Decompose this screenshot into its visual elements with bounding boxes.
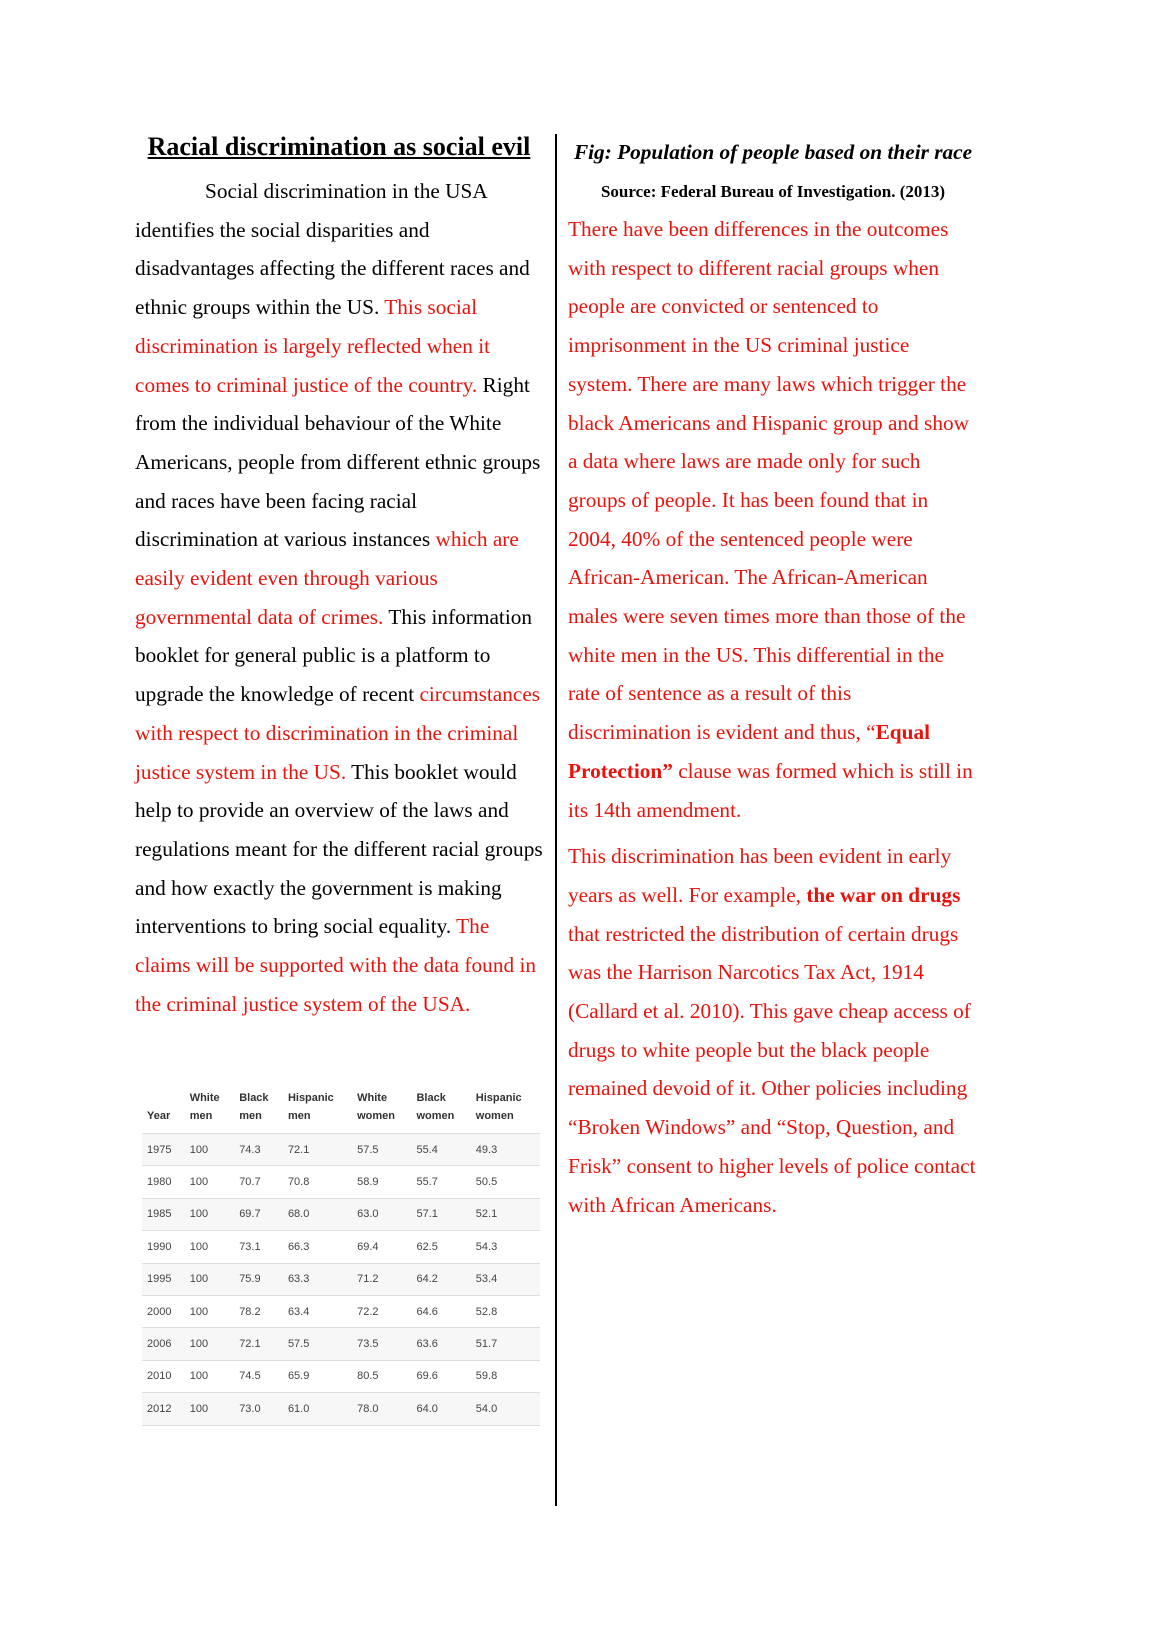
- table-cell: 74.3: [234, 1134, 283, 1166]
- header-line: Black: [416, 1092, 446, 1104]
- table-header-row: [142, 1085, 540, 1134]
- table-row: [142, 1198, 540, 1230]
- table-cell: 51.7: [471, 1328, 540, 1360]
- table-cell: 57.5: [283, 1328, 352, 1360]
- text: There have been differences in the outcomes with respect to different racial groups when people are convicted or sentenced to imprisonment in the US criminal justice system. There are many laws which trigger the black Americans and Hispanic group and show a data where laws are made only for such groups of people. It has been found that in 2004, 40% of the sentenced people were African-American. The African-American males were seven times more than those of the white men in the US. This differential in the rate of sentence as a result of this discrimination is evident and thus, “: [568, 217, 969, 745]
- table-cell: 59.8: [471, 1360, 540, 1392]
- header-line: Hispanic: [287, 1092, 334, 1104]
- table-cell: 100: [185, 1231, 234, 1263]
- table-cell: 100: [185, 1393, 234, 1425]
- table-cell: 63.0: [352, 1198, 411, 1230]
- table-cell: 49.3: [471, 1134, 540, 1166]
- text: This booklet would help to provide an overview of the laws and regulations meant for the different racial groups and how exactly the government is making interventions to bring social equality.: [135, 759, 543, 939]
- table-cell: 72.1: [234, 1328, 283, 1360]
- table-cell: 73.5: [352, 1328, 411, 1360]
- table-cell: 2012: [142, 1393, 185, 1425]
- highlighted-text: The claims will be supported with the data found in the criminal justice system of the USA.: [135, 914, 537, 1016]
- table-cell: 64.0: [411, 1393, 470, 1425]
- table-body: [142, 1134, 540, 1426]
- bold-text: Equal Protection”: [568, 720, 931, 783]
- right-column: [568, 132, 978, 1224]
- table-cell: 80.5: [352, 1360, 411, 1392]
- header-line: White: [189, 1092, 220, 1104]
- table-cell: 100: [185, 1295, 234, 1327]
- text: Social discrimination in the USA identifies the social disparities and disadvantages affecting the different races and ethnic groups within the US.: [135, 179, 530, 320]
- table-cell: 63.3: [283, 1263, 352, 1295]
- table-cell: 100: [185, 1198, 234, 1230]
- table-cell: 65.9: [283, 1360, 352, 1392]
- table-row: [142, 1328, 540, 1360]
- table-cell: 52.1: [471, 1198, 540, 1230]
- intro-paragraph: [135, 172, 543, 1023]
- table-cell: 69.7: [234, 1198, 283, 1230]
- table-cell: 62.5: [411, 1231, 470, 1263]
- table-row: [142, 1134, 540, 1166]
- column-header: [352, 1085, 411, 1134]
- table-row: [142, 1393, 540, 1425]
- table-cell: 57.1: [411, 1198, 470, 1230]
- highlighted-text: This social discrimination is largely reflected when it comes to criminal justice of the country.: [135, 295, 491, 397]
- column-divider: [555, 134, 557, 1506]
- table-cell: 70.8: [283, 1166, 352, 1198]
- table-cell: 75.9: [234, 1263, 283, 1295]
- table-cell: 100: [185, 1134, 234, 1166]
- table-cell: 73.0: [234, 1393, 283, 1425]
- table-cell: 70.7: [234, 1166, 283, 1198]
- column-header: [142, 1085, 185, 1134]
- header-line: women: [416, 1110, 455, 1122]
- header-line: [147, 1089, 180, 1107]
- sentencing-table: [142, 1085, 540, 1426]
- text: that restricted the distribution of certain drugs was the Harrison Narcotics Tax Act, 1914 (Callard et al. 2010). This gave cheap access of drugs to white people but the black people remained devoid of it. Other policies including “Broken Windows” and “Stop, Question, and Frisk” consent to higher levels of police contact with African Americans.: [568, 921, 976, 1217]
- bold-text: the war on drugs: [806, 882, 961, 907]
- outcomes-paragraph: [568, 210, 978, 829]
- table-cell: 50.5: [471, 1166, 540, 1198]
- table-cell: 100: [185, 1360, 234, 1392]
- table-cell: 100: [185, 1166, 234, 1198]
- figure-caption: Fig: Population of people based on their race: [573, 140, 973, 164]
- highlighted-text: which are easily evident even through various governmental data of crimes.: [135, 527, 519, 629]
- table-cell: 71.2: [352, 1263, 411, 1295]
- table-cell: 69.4: [352, 1231, 411, 1263]
- table-cell: 100: [185, 1328, 234, 1360]
- table-cell: 72.1: [283, 1134, 352, 1166]
- header-line: women: [475, 1110, 514, 1122]
- table-row: [142, 1295, 540, 1327]
- table-row: [142, 1360, 540, 1392]
- figure-source: Source: Federal Bureau of Investigation. (2013): [600, 182, 946, 201]
- column-header: [283, 1085, 352, 1134]
- table-cell: 73.1: [234, 1231, 283, 1263]
- table-cell: 54.0: [471, 1393, 540, 1425]
- section-title: Racial discrimination as social evil: [147, 132, 531, 161]
- table-cell: 52.8: [471, 1295, 540, 1327]
- table-cell: 72.2: [352, 1295, 411, 1327]
- table-cell: 66.3: [283, 1231, 352, 1263]
- table-cell: 1975: [142, 1134, 185, 1166]
- header-line: Year: [147, 1110, 171, 1122]
- table-cell: 1990: [142, 1231, 185, 1263]
- table-cell: 78.0: [352, 1393, 411, 1425]
- table-row: [142, 1263, 540, 1295]
- table-cell: 63.4: [283, 1295, 352, 1327]
- header-line: men: [287, 1110, 311, 1122]
- table-row: [142, 1231, 540, 1263]
- table-cell: 54.3: [471, 1231, 540, 1263]
- header-line: women: [357, 1110, 396, 1122]
- history-paragraph: [568, 837, 978, 1224]
- table-cell: 64.6: [411, 1295, 470, 1327]
- table-cell: 63.6: [411, 1328, 470, 1360]
- table-cell: 55.7: [411, 1166, 470, 1198]
- table-cell: 2010: [142, 1360, 185, 1392]
- table-cell: 69.6: [411, 1360, 470, 1392]
- text: clause was formed which is still in its 14th amendment.: [568, 758, 973, 822]
- highlighted-text: circumstances with respect to discrimination in the criminal justice system in the US.: [135, 682, 541, 784]
- table-cell: 74.5: [234, 1360, 283, 1392]
- table-cell: 1985: [142, 1198, 185, 1230]
- table-cell: 2006: [142, 1328, 185, 1360]
- header-line: men: [189, 1110, 213, 1122]
- table-cell: 58.9: [352, 1166, 411, 1198]
- table-cell: 1980: [142, 1166, 185, 1198]
- table-cell: 100: [185, 1263, 234, 1295]
- column-header: [411, 1085, 470, 1134]
- column-header: [185, 1085, 234, 1134]
- header-line: Black: [239, 1092, 269, 1104]
- table-row: [142, 1166, 540, 1198]
- table-cell: 68.0: [283, 1198, 352, 1230]
- header-line: White: [357, 1092, 388, 1104]
- text: This information booklet for general public is a platform to upgrade the knowledge of recent: [135, 604, 533, 707]
- text: This discrimination has been evident in early years as well. For example,: [568, 844, 952, 907]
- column-header: [234, 1085, 283, 1134]
- header-line: men: [239, 1110, 262, 1122]
- text: Right from the individual behaviour of the White Americans, people from different ethnic groups and races have been facing racial discrimination at various instances: [135, 372, 541, 552]
- table-cell: 55.4: [411, 1134, 470, 1166]
- table-cell: 57.5: [352, 1134, 411, 1166]
- table-cell: 61.0: [283, 1393, 352, 1425]
- header-line: Hispanic: [475, 1092, 522, 1104]
- table-cell: 53.4: [471, 1263, 540, 1295]
- table-cell: 2000: [142, 1295, 185, 1327]
- column-header: [471, 1085, 540, 1134]
- table-cell: 78.2: [234, 1295, 283, 1327]
- left-column: [135, 132, 543, 1023]
- table-cell: 1995: [142, 1263, 185, 1295]
- table-cell: 64.2: [411, 1263, 470, 1295]
